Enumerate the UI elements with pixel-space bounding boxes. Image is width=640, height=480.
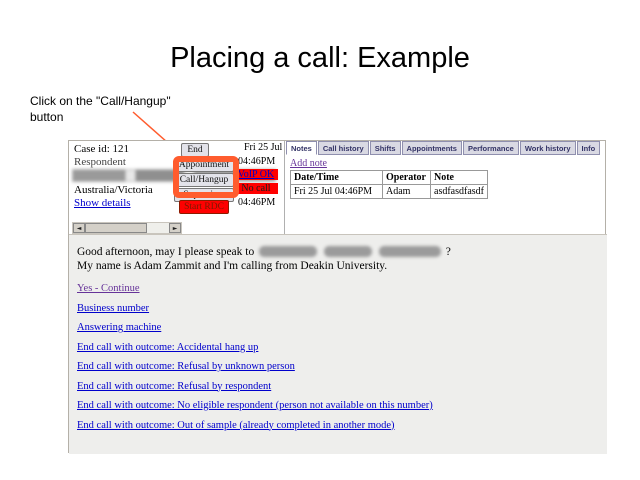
tab-performance[interactable]: Performance bbox=[463, 141, 519, 155]
option-refusal-unknown[interactable]: End call with outcome: Refusal by unknown person bbox=[77, 361, 295, 372]
greeting-text-after: ? bbox=[445, 246, 451, 258]
panel-divider-vertical bbox=[284, 141, 285, 234]
greeting-line bbox=[77, 246, 451, 258]
tab-info[interactable]: Info bbox=[577, 141, 601, 155]
option-answering-machine[interactable]: Answering machine bbox=[77, 322, 162, 333]
start-rdc-button[interactable]: Start RDC bbox=[179, 200, 229, 214]
show-details-link[interactable]: Show details bbox=[74, 197, 131, 209]
tab-notes[interactable]: Notes bbox=[286, 141, 317, 155]
case-id-label: Case id: 121 bbox=[74, 143, 129, 155]
note-datetime-cell: Fri 25 Jul 04:46PM bbox=[291, 185, 383, 199]
voip-status-link[interactable]: VoIP OK bbox=[234, 169, 278, 180]
option-yes-continue[interactable]: Yes - Continue bbox=[77, 283, 140, 294]
scrollbar-left-arrow-icon[interactable]: ◄ bbox=[73, 223, 85, 233]
col-header-note: Note bbox=[431, 171, 488, 185]
col-header-datetime: Date/Time bbox=[291, 171, 383, 185]
table-row bbox=[291, 185, 488, 199]
scrollbar-right-arrow-icon[interactable]: ► bbox=[169, 223, 181, 233]
tab-appointments[interactable]: Appointments bbox=[402, 141, 462, 155]
add-note-link[interactable]: Add note bbox=[290, 158, 327, 169]
tab-shifts[interactable]: Shifts bbox=[370, 141, 401, 155]
current-time-label: 04:46PM bbox=[238, 156, 276, 167]
respondent-name-redacted bbox=[324, 246, 372, 257]
current-date-label: Fri 25 Jul bbox=[244, 142, 283, 153]
highlight-box bbox=[173, 156, 239, 198]
scrollbar-track[interactable] bbox=[147, 223, 169, 233]
greeting-text-before: Good afternoon, may I please speak to bbox=[77, 246, 255, 258]
call-hangup-button[interactable]: Call/Hangup bbox=[174, 173, 234, 187]
call-script-panel bbox=[69, 235, 607, 454]
scrollbar-thumb[interactable] bbox=[85, 223, 147, 233]
respondent-label: Respondent bbox=[74, 156, 126, 168]
option-refusal-respondent[interactable]: End call with outcome: Refusal by respondent bbox=[77, 380, 272, 392]
page-title: Placing a call: Example bbox=[170, 42, 470, 74]
option-business-number[interactable]: Business number bbox=[77, 302, 150, 314]
col-header-operator: Operator bbox=[383, 171, 431, 185]
tab-work-history[interactable]: Work history bbox=[520, 141, 576, 155]
respondent-name-redacted bbox=[379, 246, 441, 257]
tab-strip bbox=[286, 141, 601, 155]
note-text-cell: asdfasdfasdf bbox=[431, 185, 488, 199]
caption-text bbox=[30, 93, 171, 125]
intro-line: My name is Adam Zammit and I'm calling from Deakin University. bbox=[77, 260, 388, 272]
case-and-notes-panel bbox=[69, 141, 605, 234]
notes-table bbox=[290, 170, 488, 199]
notes-table-header-row bbox=[291, 171, 488, 185]
respondent-name-redacted bbox=[259, 246, 317, 257]
appointment-button[interactable]: Appointment bbox=[174, 158, 234, 172]
option-out-of-sample[interactable]: End call with outcome: Out of sample (already completed in another mode) bbox=[77, 419, 395, 431]
note-operator-cell: Adam bbox=[383, 185, 431, 199]
option-no-eligible-respondent[interactable]: End call with outcome: No eligible respondent (person not available on this number) bbox=[77, 400, 433, 411]
call-status-badge: No call bbox=[234, 183, 278, 194]
caption-line2: button bbox=[30, 110, 64, 124]
horizontal-scrollbar[interactable] bbox=[72, 222, 182, 234]
end-button[interactable]: End bbox=[181, 143, 209, 157]
supervisor-button[interactable]: Supervisor bbox=[174, 188, 234, 202]
outcome-options-list bbox=[77, 283, 433, 439]
call-time-label: 04:46PM bbox=[238, 197, 276, 208]
option-accidental-hangup[interactable]: End call with outcome: Accidental hang up bbox=[77, 341, 259, 353]
tab-call-history[interactable]: Call history bbox=[318, 141, 369, 155]
locale-label: Australia/Victoria bbox=[74, 184, 153, 196]
app-screenshot bbox=[68, 140, 606, 453]
caption-line1: Click on the "Call/Hangup" bbox=[30, 94, 171, 108]
